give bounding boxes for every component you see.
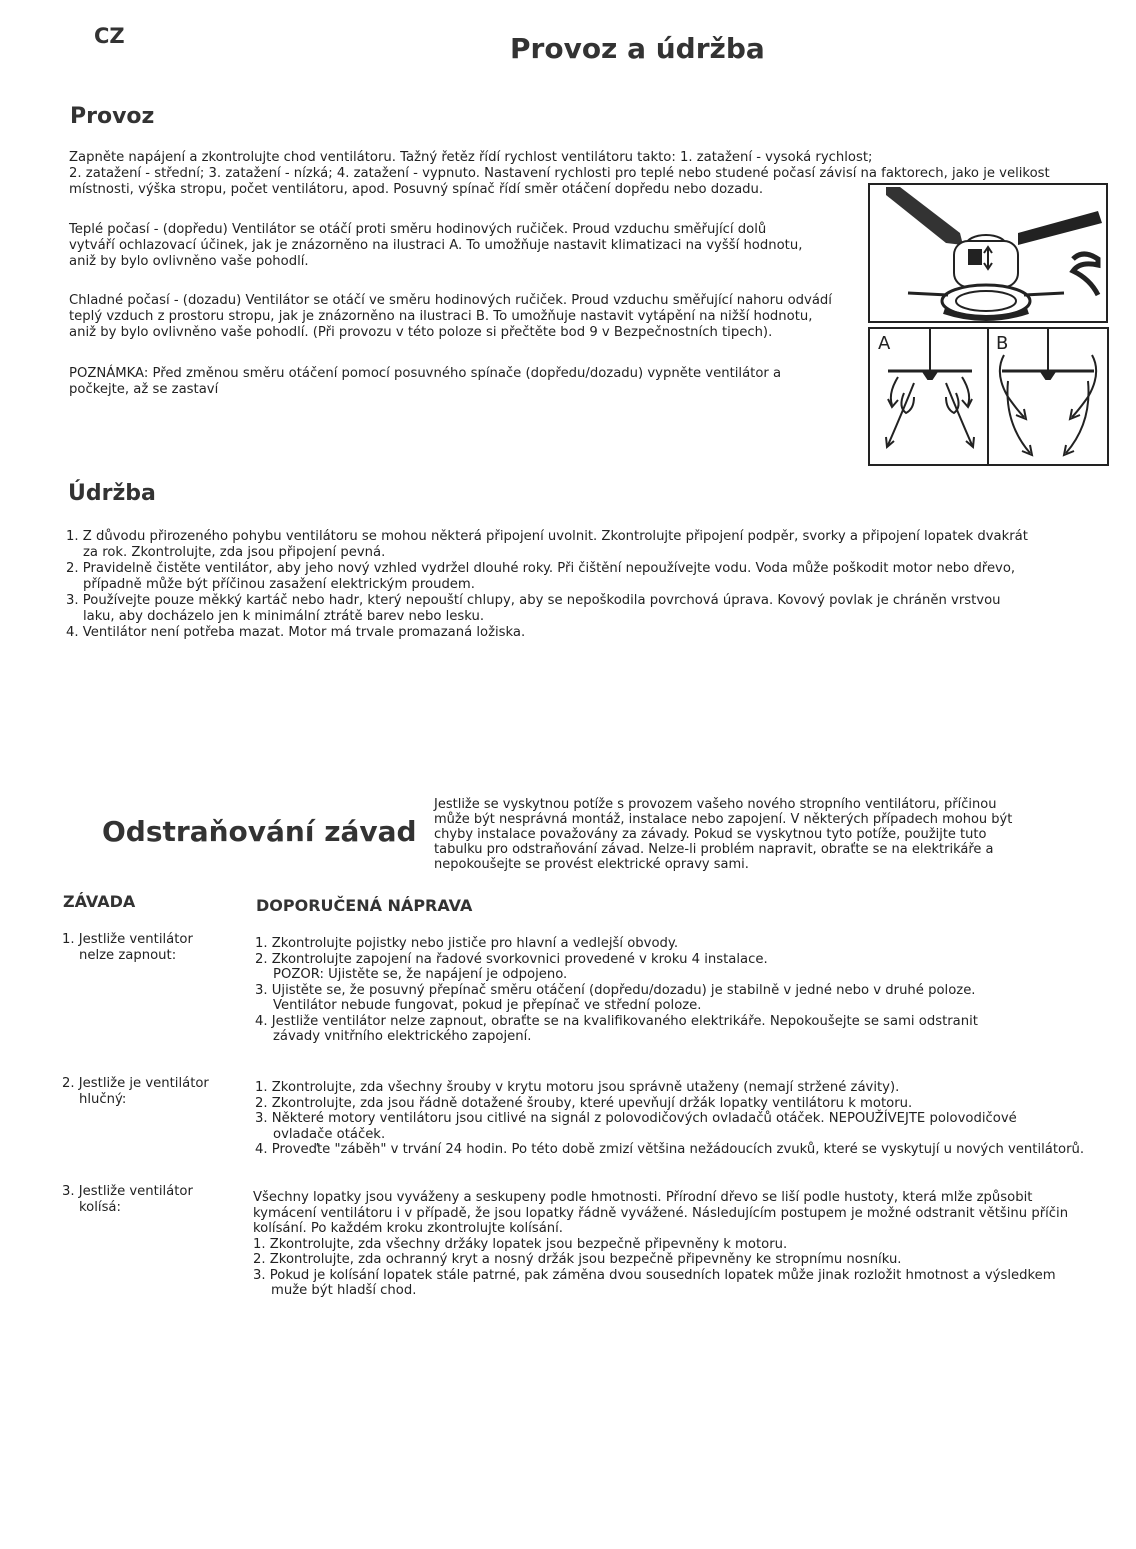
text-line: 2. Jestliže je ventilátor	[62, 1076, 209, 1091]
text-line: Chladné počasí - (dozadu) Ventilátor se otáčí ve směru hodinových ručiček. Proud vzduchu směřující nahoru odvádí	[69, 293, 832, 308]
text-line: kolísání. Po každém kroku zkontrolujte kolísání.	[253, 1221, 563, 1236]
text-line: 1. Jestliže ventilátor	[62, 932, 193, 947]
text-line: 2. Zkontrolujte, zda jsou řádně dotažené šrouby, které upevňují držák lopatky ventilátoru k motoru.	[255, 1095, 913, 1111]
text-line: závady vnitřního elektrického zapojení.	[273, 1029, 532, 1044]
list-item	[66, 561, 1028, 593]
text-line: 1. Zkontrolujte, zda všechny šrouby v krytu motoru jsou správně utaženy (nemají stržené závity).	[255, 1080, 900, 1095]
list-item	[66, 593, 1028, 625]
text-line: nepokoušejte se provést elektrické opravy sami.	[434, 857, 749, 872]
text-line: Zapněte napájení a zkontrolujte chod ventilátoru. Tažný řetěz řídí rychlost ventilátoru takto: 1. zatažení - vysoká rychlost;	[69, 150, 873, 165]
troubleshoot-intro	[434, 797, 1012, 872]
provoz-paragraph-cold	[69, 293, 832, 341]
text-line: 2. Pravidelně čistěte ventilátor, aby jeho nový vzhled vydržel dlouhé roky. Při čištění nepoužívejte vodu. Voda může poškodit motor nebo dřevo,	[66, 561, 1016, 576]
text-line: 1. Zkontrolujte pojistky nebo jističe pro hlavní a vedlejší obvody.	[255, 936, 679, 951]
text-line: 3. Jestliže ventilátor	[62, 1184, 193, 1199]
text-line: 1. Z důvodu přirozeného pohybu ventilátoru se mohou některá připojení uvolnit. Zkontrolujte připojení podpěr, svorky a připojení lopatek dvakrát	[66, 529, 1028, 544]
language-code: CZ	[94, 24, 125, 48]
udrzba-list	[66, 529, 1028, 641]
text-line: 2. Zkontrolujte zapojení na řadové svorkovnici provedené v kroku 4 instalace.	[255, 951, 768, 967]
text-line: 1. Zkontrolujte, zda všechny držáky lopatek jsou bezpečně připevněny k motoru.	[253, 1236, 788, 1252]
text-line: 3. Používejte pouze měkký kartáč nebo hadr, který nepouští chlupy, aby se nepoškodila povrchová úprava. Kovový povlak je chráněn vrstvou	[66, 593, 1001, 608]
udrzba-heading: Údržba	[68, 481, 156, 506]
text-line: Všechny lopatky jsou vyváženy a seskupeny podle hmotnosti. Přírodní dřevo se liší podle hustoty, která mlže způsobit	[253, 1190, 1033, 1205]
text-line: Jestliže se vyskytnou potíže s provozem vašeho nového stropního ventilátoru, příčinou	[434, 797, 997, 812]
text-line: 3. Některé motory ventilátoru jsou citlivé na signál z polovodičových ovladačů otáček. NEPOUŽÍVEJTE polovodičové	[255, 1111, 1017, 1126]
text-line: 4. Jestliže ventilátor nelze zapnout, obraťte se na kvalifikovaného elektrikáře. Nepokoušejte se sami odstranit	[255, 1013, 978, 1029]
text-line: 2. zatažení - střední; 3. zatažení - nízká; 4. zatažení - vypnuto. Nastavení rychlosti pro teplé nebo studené počasí závisí na faktorech, jako je velikost	[69, 166, 1050, 181]
fan-direction-illustration	[868, 183, 1110, 468]
list-item	[66, 529, 1028, 561]
text-line: 3. Ujistěte se, že posuvný přepínač směru otáčení (dopředu/dozadu) je stabilně v jedné nebo v druhé poloze.	[255, 982, 976, 998]
text-line: nelze zapnout:	[79, 948, 177, 963]
column-header-fault: ZÁVADA	[63, 892, 136, 911]
provoz-paragraph-warm	[69, 222, 802, 270]
text-line: laku, aby docházelo jen k minimální ztrátě barev nebo lesku.	[83, 609, 485, 624]
text-line: vytváří ochlazovací účinek, jak je znázorněno na ilustraci A. To umožňuje nastavit klimatizaci na vyšší hodnotu,	[69, 238, 803, 253]
text-line: kolísá:	[79, 1200, 121, 1215]
text-line: aniž by bylo ovlivněno vaše pohodlí.	[69, 254, 309, 269]
text-line: hlučný:	[79, 1092, 127, 1107]
fault-1-remedy	[255, 936, 978, 1045]
fault-1-label	[62, 932, 193, 964]
column-header-remedy: DOPORUČENÁ NÁPRAVA	[256, 896, 473, 915]
provoz-note	[69, 366, 781, 398]
text-line: 2. Zkontrolujte, zda ochranný kryt a nosný držák jsou bezpečně připevněny ke stropnímu nosníku.	[253, 1252, 902, 1267]
text-line: Teplé počasí - (dopředu) Ventilátor se otáčí proti směru hodinových ručiček. Proud vzduchu směřující dolů	[69, 222, 767, 237]
text-line: POZOR: Ujistěte se, že napájení je odpojeno.	[273, 967, 568, 982]
troubleshoot-heading: Odstraňování závad	[102, 815, 417, 848]
provoz-heading: Provoz	[70, 104, 155, 129]
text-line: může být nesprávná montáž, instalace nebo zapojení. V některých případech mohou být	[434, 812, 1013, 827]
label-a: A	[878, 333, 891, 354]
text-line: za rok. Zkontrolujte, zda jsou připojení pevná.	[83, 545, 386, 560]
text-line: ovladače otáček.	[273, 1126, 386, 1142]
fault-2-remedy	[255, 1080, 1084, 1158]
fault-3-remedy	[253, 1190, 1068, 1299]
text-line: kymácení ventilátoru i v případě, že jsou lopatky řádně vyvážené. Následujícím postupem je možné odstranit většinu příčin	[253, 1205, 1069, 1221]
text-line: aniž by bylo ovlivněno vaše pohodlí. (Při provozu v této poloze si přečtěte bod 9 v Bezpečnostních tipech).	[69, 325, 773, 340]
text-line: chyby instalace považovány za závady. Pokud se vyskytnou tyto potíže, použijte tuto	[434, 827, 987, 842]
page-title: Provoz a údržba	[510, 32, 765, 65]
list-item	[66, 625, 1028, 641]
text-line: místnosti, výška stropu, počet ventilátoru, apod. Posuvný spínač řídí směr otáčení dopředu nebo dozadu.	[69, 182, 764, 197]
label-b: B	[996, 333, 1009, 354]
fault-3-label	[62, 1184, 193, 1216]
text-line: případně může být příčinou zasažení elektrickým proudem.	[83, 577, 475, 592]
text-line: tabulku pro odstraňování závad. Nelze-li problém napravit, obraťte se na elektrikáře a	[434, 842, 994, 857]
text-line: počkejte, až se zastaví	[69, 382, 219, 397]
fault-2-label	[62, 1076, 209, 1108]
text-line: POZNÁMKA: Před změnou směru otáčení pomocí posuvného spínače (dopředu/dozadu) vypněte ventilátor a	[69, 366, 782, 381]
text-line: teplý vzduch z prostoru stropu, jak je znázorněno na ilustraci B. To umožňuje nastavit vytápění na nižší hodnotu,	[69, 309, 813, 324]
text-line: Ventilátor nebude fungovat, pokud je přepínač ve střední poloze.	[273, 998, 702, 1013]
text-line: 4. Proveďte "záběh" v trvání 24 hodin. Po této době zmizí většina nežádoucích zvuků, které se vyskytují u nových ventilátorů.	[255, 1142, 1085, 1157]
text-line: muže být hladší chod.	[271, 1283, 417, 1298]
text-line: 3. Pokud je kolísání lopatek stále patrné, pak záměna dvou sousedních lopatek může jinak rozložit hmotnost a výsledkem	[253, 1267, 1056, 1283]
switch-housing-drawing	[869, 184, 1107, 322]
text-line: 4. Ventilátor není potřeba mazat. Motor má trvale promazaná ložiska.	[66, 625, 526, 640]
fan-diagram-svg	[868, 183, 1110, 468]
